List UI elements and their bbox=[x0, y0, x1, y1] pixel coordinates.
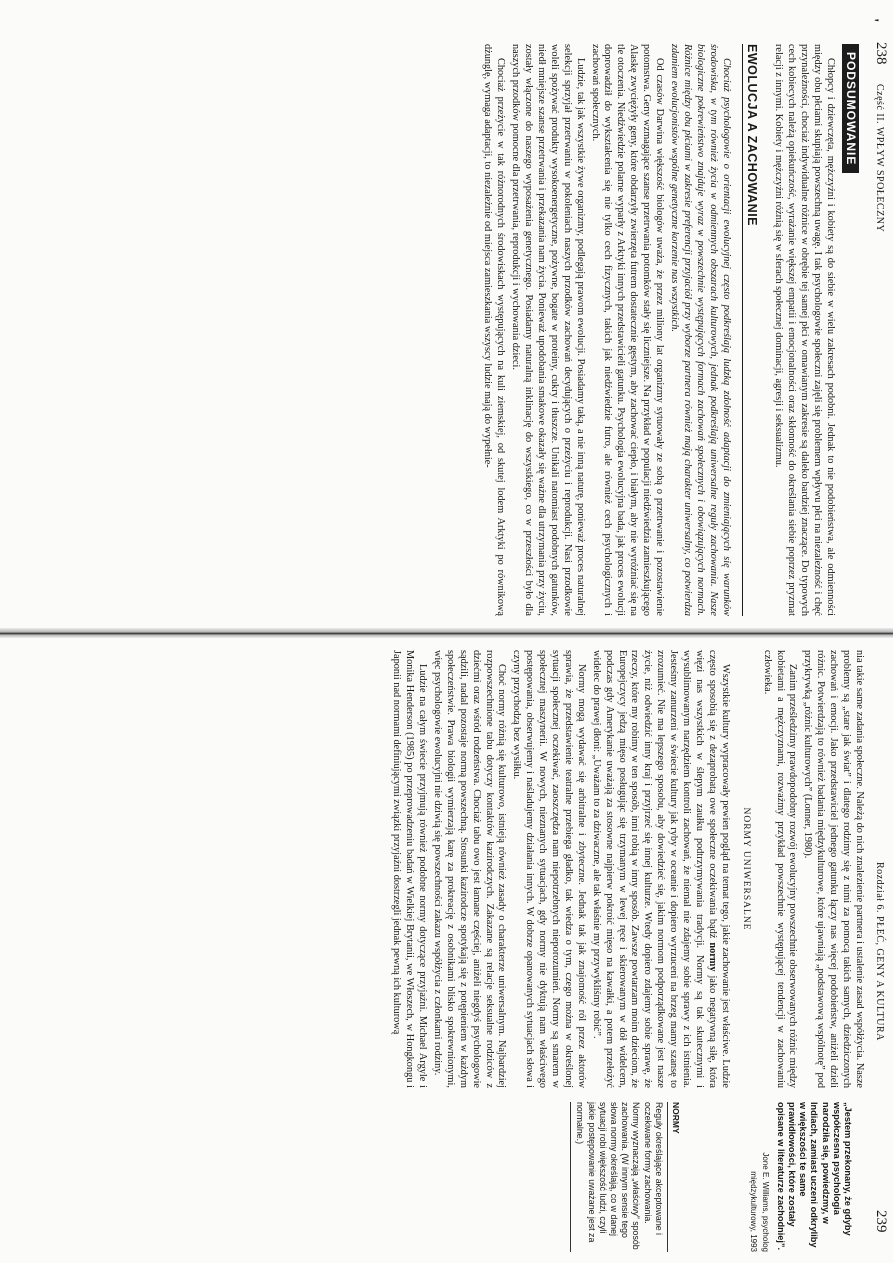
section-heading: EWOLUCJA A ZACHOWANIE bbox=[742, 44, 758, 616]
definition-title: NORMY bbox=[671, 1102, 681, 1134]
paragraph: Od czasów Darwina większość biologów uważa, że przez miliony lat organizmy sytuowały ze sobą o przetrwanie i pozostawienie potomstwa. Geny wzmagające szanse przetrwania potomków stały się liczniejsze. Na przykład w populacji niedźwiedzia zamieszkującego Alaskę zwyciężyły geny, które obdarzyły zwierzęta futrem dostatecznie gęstym, aby zachować ciepło, i białym, aby nie wyróżniać się na tle otoczenia. Niedźwiedzie polarne wyparły z Arktyki innych przedstawicieli gatunku. Psychologia ewolucyjna bada, jak proces ewolucji doprowadził do wykształcenia się nie tylko cech fizycznych, takich jak niedźwiedzie futro, ale również cech psychologicznych i zachowań społecznych. bbox=[589, 44, 666, 616]
sidebar-quote: „Jestem przekonany, że gdyby współczesna psychologia narodziła się, powiedzmy, w Indiach, zamiast uczeni odkryliby w większości te same prawidłowości, które zostały opisane w literaturze zachodniej”. bbox=[775, 1102, 853, 1251]
paragraph: Zanim prześledzimy prawdopodobny rozwój ewolucyjny powszechnie obserwowanych różnic między kobietami a mężczyznami, rozważmy przykład powszechnie występującej tendencji w zachowaniu człowieka. bbox=[761, 650, 799, 1088]
left-page-number: 238 bbox=[873, 42, 889, 65]
text-span: jako negatywną siłę, która więzi nas wszystkich w ślepym zaułku podtrzymywania tradycji. Normy są tak skutecznymi i wysublimowanym narzędziem kontroli zachowań, że niemal nie zdajemy sobie sprawy z ich istnienia. Jesteśmy zanurzeni w świecie kultury jak ryby w oceanie i dopiero wyrzuceni na brzeg mamy szansę to zrozumieć. Nie ma lepszego sposobu, aby dowiedzieć się, jakim normom podporządkowane jest nasze życie, niż odwiedzić inny kraj i przyjrzeć się innej kulturze. Wtedy dopiero zdajemy sobie sprawę, że rzeczy, które my robimy w ten sposób, inni robią w inny sposób. Zawsze powtarzam moim dzieciom, że Europejczycy jedzą mięso posługując się trzymanym w lewej ręce i skierowanym w dół widelcem, podczas gdy Amerykanie uważają za stosowne najpierw pokroić mięso na kawałki, a potem przełożyć widelec do prawej dłoni: „Uważam to za dziwaczne, ale tak właśnie my przywykliśmy robić”. bbox=[590, 650, 718, 1088]
subsection-heading: NORMY UNIWERSALNE bbox=[740, 807, 751, 931]
paragraph: Normy mogą wydawać się arbitralne i zbyteczne. Jednak tak jak znajomość ról przez aktorów sprawia, że przedstawienie teatralne przebiega gładko, tak wiedza o tym, czego można w określonej sytuacji społecznej oczekiwać, zaoszczędza nam niepotrzebnych nieporozumień. Normy są smarem w społecznej maszynerii. W nowych, nieznanych sytuacjach, gdy normy nie dyktują nam właściwego postępowania, obserwujemy i naśladujemy działania innych. W dobrze opanowanych sytuacjach słowa i czyny przychodzą bez wysiłku. bbox=[511, 650, 587, 1088]
paragraph-intro: Chociaż psychologowie o orientacji ewolucyjnej często podkreślają ludzką zdolność adaptacji do zmieniających się warunków środowiska, w tym również życia w odmiennych obszarach kulturowych, jednak podkreślają uniwersalne reguły zachowania. Nasze biologiczne pokrewieństwo znajduje wyraz w powszechnie występujących formach zachowań społecznych i obowiązujących normach. Różnice między obu płciami w zakresie preferencji przyjaciół przy wyborze partnera również mają charakter uniwersalny, co potwierdza zdaniem ewolucjonistów wspólne genetyczne korzenie nas wszystkich. bbox=[669, 44, 732, 616]
paragraph: Chociaż przeżycie w tak różnorodnych środowiskach występujących na kuli ziemskiej, od skutej lodem Arktyki po równikową dżunglę, wymaga adaptacji, to niezależnie od miejsca zamieszkania wszyscy ludzie mają do wypełnie- bbox=[482, 44, 507, 616]
stray-mark: ' bbox=[864, 18, 881, 23]
sidebar-definition-block bbox=[570, 1102, 681, 1252]
left-running-head: Część II. WPŁYW SPOŁECZNY bbox=[874, 84, 885, 233]
paragraph: Choć normy różnią się kulturowo, istnieją również zasady o charakterze uniwersalnym. Najbardziej rozpowszechnione tabu dotyczy kontaktów kazirodczych. Zakazane są relacje seksualne rodziców z dziećmi oraz wśród rodzeństwa. Chociaż tabu owo jest łamane częściej, aniżeli niegdyś psychologowie sądzili, nadal pozostaje normą powszechną. Stosunki kazirodcze spotykają się z potępieniem w każdym społeczeństwie. Prawa biologii wymierzają karę za prokreację z osobnikami blisko spokrewnionymi, więc psychologowie ewolucyjni nie dziwią się powszechności zakazu współżycia z członkami rodziny. bbox=[431, 650, 508, 1088]
book-gutter bbox=[0, 628, 893, 638]
definition-text: Reguły określające akceptowane i oczekiwane formy zachowania. Normy wyznaczają „właściwy” sposób zachowania. (W innym sensie tego słowa normy określają, co w danej sytuacji robi większość ludzi, czyli jakie postępowanie uważane jest za normalne.) bbox=[570, 1102, 668, 1252]
paragraph: Ludzie na całym świecie przyjmują również podobne normy dotyczące przyjaźni. Michael Argyle i Monika Henderson (1985) po przeprowadzeniu badań w Wielkiej Brytanii, we Włoszech, w Hongkongu i Japonii nad normami definiującymi związki przyjaźni dostrzegli jednak pewną ich kulturową bbox=[391, 650, 428, 1088]
text-span: Wszystkie kultury wypracowały pewien pogląd na temat tego, jakie zachowanie jest właściwe. Ludzie często sposobią się z dezaprobatą owe społeczne oczekiwania bądź bbox=[706, 650, 731, 1088]
sidebar-quote-block bbox=[748, 1102, 853, 1252]
summary-bar: PODSUMOWANIE bbox=[842, 44, 859, 173]
paragraph-norms bbox=[589, 650, 731, 1088]
right-page-number: 239 bbox=[873, 1210, 889, 1233]
paragraph: Ludzie, tak jak wszystkie żywe organizmy, podlegają prawom ewolucji. Posiadamy taką, a nie inną naturę, ponieważ proces naturalnej selekcji sprzyjał przetrwaniu w pokoleniach naszych przodków zachowań decydujących o przeżyciu i reprodukcji. Nasi przodkowie woleli spożywać produkty wysokoenergetyczne, pożywne, bogate w proteiny, cukry i tłuszcze. Unikali natomiast podobnych gatunków, niedł mniejsze szanse przetrwania i przekazania nam życia. Ponieważ upodobania smakowe okazały się ważne dla utrzymania przy życiu, zostały włączone do naszego wyposażenia genetycznego. Posiadamy naturalną inklinację do wszystkiego, co w przeszłości było dla naszych przodków pomocne dla przetrwania, reprodukcji i wychowania dzieci. bbox=[510, 44, 586, 616]
term-norms: normy bbox=[706, 942, 718, 972]
left-column bbox=[478, 44, 865, 616]
sidebar-attribution: Jone E. Williams, psycholog międzykulturowy, 1993 bbox=[749, 1152, 770, 1252]
paragraph-continued: nia takie same zadania społeczne. Należą do nich znalezienie partnera i ustalenie zasad współżycia. Nasze problemy są „stare jak świat” i dlatego rodzimy się z nimi za pomocą takich samych, dziedziczonych zachowań i emocji. Jako przedstawiciel jednego gatunku łączy nas więcej podobieństw, aniżeli dzieli różnic. Potwierdzają to również badania międzykulturowe, które ujawniają „podstawową wspólnotę” pod przykrywką „różnic kulturowych” (Lonner, 1980). bbox=[802, 650, 865, 1088]
right-column bbox=[387, 650, 865, 1088]
right-running-head: Rozdział 6. PŁEĆ, GENY A KULTURA bbox=[874, 862, 885, 1041]
summary-paragraph: Chłopcy i dziewczęta, mężczyźni i kobiety są do siebie w wielu zakresach podobni. Jednak to nie podobieństwa, ale odmienności między obu płciami skupiają powszechną uwagę. I tak psychologowie społeczni zajęli się problemem wpływu płci na niezależność i chęć przynależności, chociaż indywidualne różnice w obrębie tej samej płci w omawianym zakresie są daleko bardziej znaczące. Do typowych cech kobiecych należą opiekuńczość, wyrażanie większej empatii i emocjonalności oraz skłonność do określania siebie poprzez pryzmat relacji z innymi. Kobiety i mężczyźni różnią się w sferach społecznej dominacji, agresji i seksualizmu. bbox=[773, 44, 837, 616]
